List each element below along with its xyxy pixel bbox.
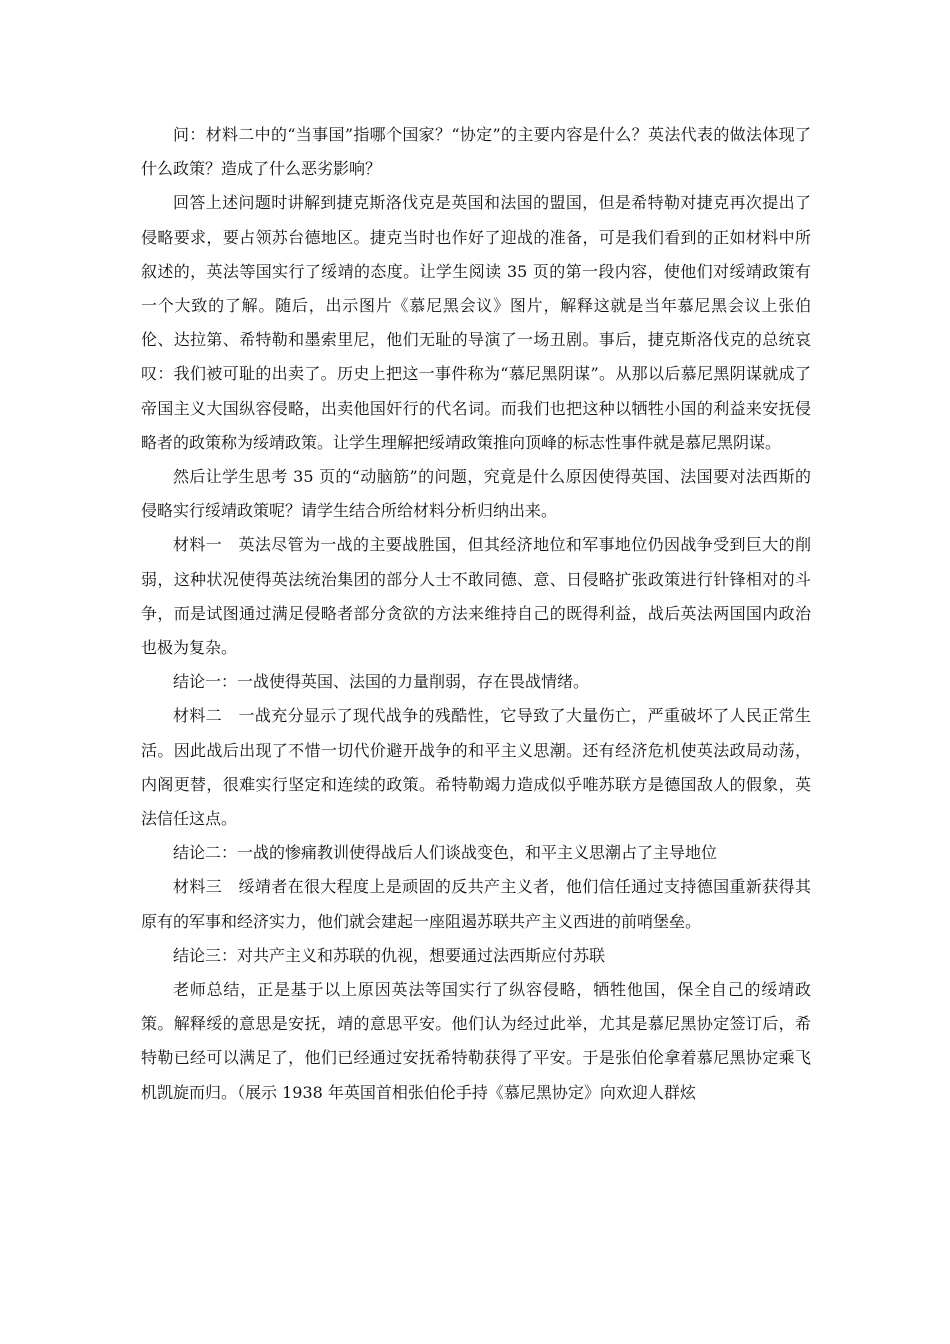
conclusion-two-paragraph: 结论二：一战的惨痛教训使得战后人们谈战变色，和平主义思潮占了主导地位 <box>173 843 718 863</box>
teacher-summary-paragraph: 老师总结，正是基于以上原因英法等国实行了纵容侵略，牺牲他国，保全自己的绥靖政策。解释绥的意思是安抚，靖的意思平安。他们认为经过此举，尤其是慕尼黑协定签订后，希特勒已经可以满足了，他们已经通过安抚希特勒获得了平安。于是张伯伦拿着慕尼黑协定乘飞机凯旋而归。（展示 1938 年英国首相张伯伦手持《慕尼黑协定》向欢迎人群炫 <box>141 980 811 1102</box>
material-three-paragraph: 材料三 绥靖者在很大程度上是顽固的反共产主义者，他们信任通过支持德国重新获得其原有的军事和经济实力，他们就会建起一座阻遏苏联共产主义西进的前哨堡垒。 <box>141 877 811 931</box>
document-page <box>141 118 811 1110</box>
material-two-paragraph: 材料二 一战充分显示了现代战争的残酷性，它导致了大量伤亡，严重破坏了人民正常生活。因此战后出现了不惜一切代价避开战争的和平主义思潮。还有经济危机使英法政局动荡，内阁更替，很难实行坚定和连续的政策。希特勒竭力造成似乎唯苏联方是德国敌人的假象，英法信任这点。 <box>141 706 811 829</box>
conclusion-one-paragraph: 结论一：一战使得英国、法国的力量削弱，存在畏战情绪。 <box>173 672 590 692</box>
material-one-paragraph: 材料一 英法尽管为一战的主要战胜国，但其经济地位和军事地位仍因战争受到巨大的削弱，这种状况使得英法统治集团的部分人士不敢同德、意、日侵略扩张政策进行针锋相对的斗争，而是试图通过满足侵略者部分贪欲的方法来维持自己的既得利益，战后英法两国国内政治也极为复杂。 <box>141 535 811 658</box>
conclusion-three-paragraph: 结论三：对共产主义和苏联的仇视，想要通过法西斯应付苏联 <box>173 945 606 965</box>
thinking-prompt-paragraph: 然后让学生思考 35 页的“动脑筋”的问题，究竟是什么原因使得英国、法国要对法西斯的侵略实行绥靖政策呢？请学生结合所给材料分析归纳出来。 <box>141 467 811 521</box>
explanation-paragraph: 回答上述问题时讲解到捷克斯洛伐克是英国和法国的盟国，但是希特勒对捷克再次提出了侵略要求，要占领苏台德地区。捷克当时也作好了迎战的准备，可是我们看到的正如材料中所叙述的，英法等国实行了绥靖的态度。让学生阅读 35 页的第一段内容，使他们对绥靖政策有一个大致的了解。随后，出示图片《慕尼黑会议》图片，解释这就是当年慕尼黑会议上张伯伦、达拉第、希特勒和墨索里尼，他们无耻的导演了一场丑剧。事后，捷克斯洛伐克的总统哀叹：我们被可耻的出卖了。历史上把这一事件称为“慕尼黑阴谋”。从那以后慕尼黑阴谋就成了帝国主义大国纵容侵略，出卖他国奸行的代名词。而我们也把这种以牺牲小国的利益来安抚侵略者的政策称为绥靖政策。让学生理解把绥靖政策推向顶峰的标志性事件就是慕尼黑阴谋。 <box>141 193 811 452</box>
question-paragraph: 问：材料二中的“当事国”指哪个国家？“协定”的主要内容是什么？英法代表的做法体现了什么政策？造成了什么恶劣影响？ <box>141 125 811 179</box>
